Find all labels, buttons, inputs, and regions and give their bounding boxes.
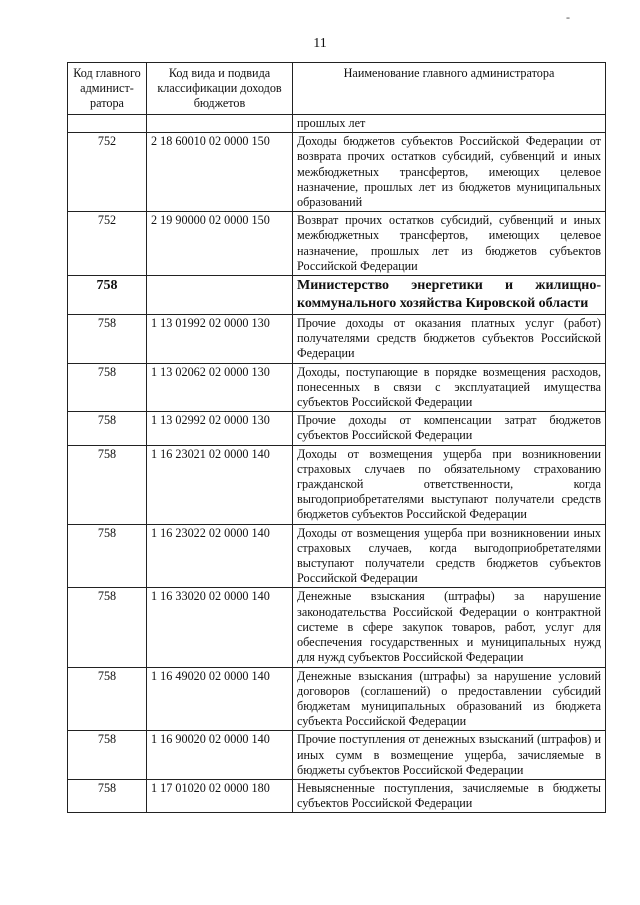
admin-name-cell: Прочие доходы от компенсации затрат бюджетов субъектов Российской Федерации xyxy=(293,412,606,445)
table-row xyxy=(68,363,606,412)
revenue-code-cell: 1 13 02062 02 0000 130 xyxy=(147,363,293,412)
admin-name-cell: Доходы, поступающие в порядке возмещения расходов, понесенных в связи с эксплуатацией имущества субъектов Российской Федерации xyxy=(293,363,606,412)
admin-name-cell: Доходы от возмещения ущерба при возникновении страховых случаев по обязательному страхованию гражданской ответственности, когда выгодоприобретателями выступают получатели средств бюджетов субъектов Российской Федерации xyxy=(293,445,606,524)
header-revenue-code: Код вида и подвида классификации доходов бюджетов xyxy=(147,63,293,115)
admin-name-cell: Доходы от возмещения ущерба при возникновении иных страховых случаев, когда выгодоприобретателями выступают получатели средств бюджетов субъектов Российской Федерации xyxy=(293,524,606,588)
table-row xyxy=(68,779,606,812)
admin-code-cell: 758 xyxy=(68,412,147,445)
revenue-code-cell: 1 16 33020 02 0000 140 xyxy=(147,588,293,667)
admin-code-cell: 758 xyxy=(68,445,147,524)
page-number: 11 xyxy=(313,36,327,51)
table-row xyxy=(68,115,606,133)
revenue-code-cell: 1 16 23021 02 0000 140 xyxy=(147,445,293,524)
revenue-code-cell: 1 13 02992 02 0000 130 xyxy=(147,412,293,445)
admin-name-cell: Министерство энергетики и жилищно-коммунального хозяйства Кировской области xyxy=(293,276,606,315)
table-row xyxy=(68,315,606,364)
revenue-code-cell: 1 16 90020 02 0000 140 xyxy=(147,731,293,780)
corner-mark: - xyxy=(566,10,570,24)
admin-name-cell: Возврат прочих остатков субсидий, субвенций и иных межбюджетных трансфертов, имеющих целевое назначение, прошлых лет из бюджетов субъектов Российской Федерации xyxy=(293,212,606,276)
revenue-code-cell xyxy=(147,115,293,133)
revenue-code-cell xyxy=(147,276,293,315)
admin-code-cell xyxy=(68,115,147,133)
revenue-code-cell: 1 16 23022 02 0000 140 xyxy=(147,524,293,588)
admin-code-cell: 758 xyxy=(68,731,147,780)
admin-name-cell: Прочие поступления от денежных взысканий (штрафов) и иных сумм в возмещение ущерба, зачисляемые в бюджеты субъектов Российской Федерации xyxy=(293,731,606,780)
admin-code-cell: 758 xyxy=(68,363,147,412)
table-row xyxy=(68,667,606,731)
table-row xyxy=(68,412,606,445)
revenue-code-cell: 2 18 60010 02 0000 150 xyxy=(147,133,293,212)
admin-code-cell: 758 xyxy=(68,524,147,588)
revenue-code-cell: 1 13 01992 02 0000 130 xyxy=(147,315,293,364)
admin-name-cell: Прочие доходы от оказания платных услуг (работ) получателями средств бюджетов субъектов Российской Федерации xyxy=(293,315,606,364)
administrators-table xyxy=(67,62,606,813)
table-row xyxy=(68,445,606,524)
revenue-code-cell: 1 16 49020 02 0000 140 xyxy=(147,667,293,731)
table-row xyxy=(68,524,606,588)
admin-code-cell: 758 xyxy=(68,276,147,315)
table-row xyxy=(68,212,606,276)
admin-code-cell: 758 xyxy=(68,588,147,667)
header-admin-code: Код главного админист-ратора xyxy=(68,63,147,115)
admin-name-cell: Невыясненные поступления, зачисляемые в бюджеты субъектов Российской Федерации xyxy=(293,779,606,812)
revenue-code-cell: 2 19 90000 02 0000 150 xyxy=(147,212,293,276)
admin-code-cell: 758 xyxy=(68,667,147,731)
admin-code-cell: 758 xyxy=(68,779,147,812)
admin-name-cell: Денежные взыскания (штрафы) за нарушение законодательства Российской Федерации о контрактной системе в сфере закупок товаров, работ, услуг для обеспечения государственных и муниципальных нужд для нужд субъектов Российской Федерации xyxy=(293,588,606,667)
header-admin-name: Наименование главного администратора xyxy=(293,63,606,115)
table-row xyxy=(68,731,606,780)
admin-code-cell: 758 xyxy=(68,315,147,364)
table-body xyxy=(68,115,606,813)
admin-code-cell: 752 xyxy=(68,133,147,212)
table-row xyxy=(68,588,606,667)
admin-name-cell: прошлых лет xyxy=(293,115,606,133)
admin-name-cell: Денежные взыскания (штрафы) за нарушение условий договоров (соглашений) о предоставлении субсидий бюджетам муниципальных образований из бюджета субъекта Российской Федерации xyxy=(293,667,606,731)
revenue-code-cell: 1 17 01020 02 0000 180 xyxy=(147,779,293,812)
table-header-row xyxy=(68,63,606,115)
admin-code-cell: 752 xyxy=(68,212,147,276)
table-row xyxy=(68,276,606,315)
admin-name-cell: Доходы бюджетов субъектов Российской Федерации от возврата прочих остатков субсидий, субвенций и иных межбюджетных трансфертов, имеющих целевое назначение, прошлых лет из бюджетов муниципальных образований xyxy=(293,133,606,212)
table-row xyxy=(68,133,606,212)
